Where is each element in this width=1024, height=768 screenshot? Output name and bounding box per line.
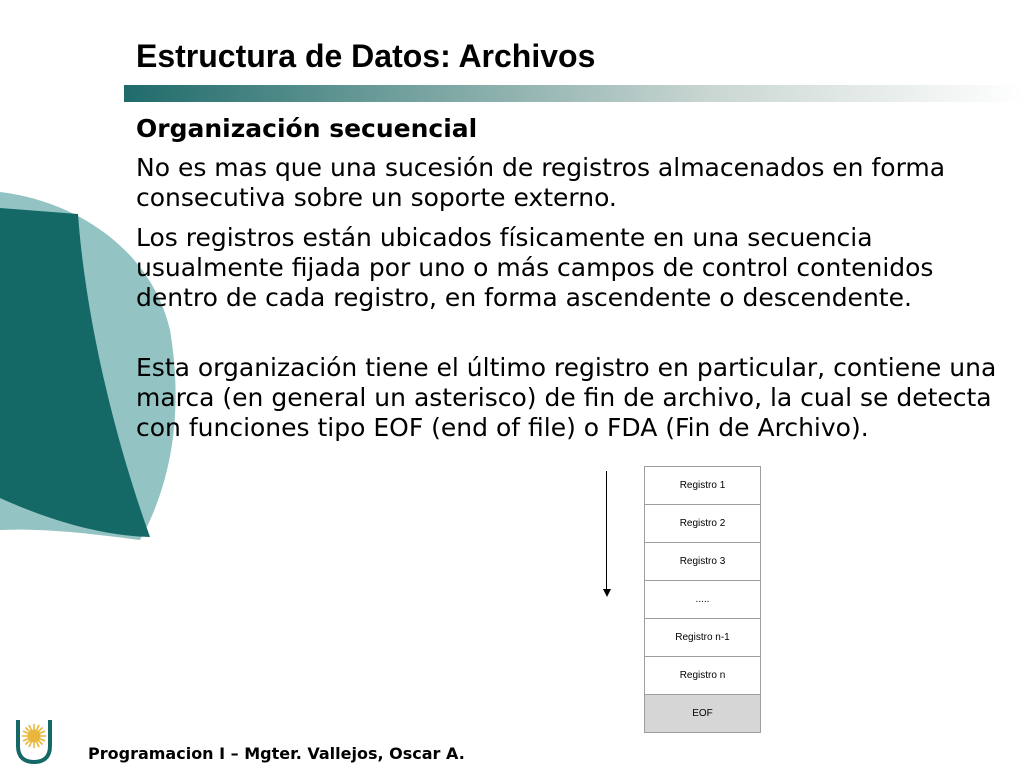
record-cell: Registro n xyxy=(645,656,760,694)
record-cell-ellipsis: ..... xyxy=(645,580,760,618)
eof-cell: EOF xyxy=(645,694,760,732)
record-cell: Registro 2 xyxy=(645,504,760,542)
paragraph-2: Los registros están ubicados físicamente en una secuencia usualmente fijada por uno o más campos de control contenidos dentro de cada registro, en forma ascendente o descendente. xyxy=(136,223,934,312)
section-heading: Organización secuencial xyxy=(136,114,478,143)
footer-text: Programacion I – Mgter. Vallejos, Oscar A. xyxy=(88,744,465,763)
slide-title: Estructura de Datos: Archivos xyxy=(136,38,596,74)
university-sun-logo-icon xyxy=(14,716,54,764)
paragraph-3: Esta organización tiene el último registro en particular, contiene una marca (en general un asterisco) de fin de archivo, la cual se detecta con funciones tipo EOF (end of file) o FDA (Fin de Archivo). xyxy=(136,353,997,442)
record-cell: Registro 3 xyxy=(645,542,760,580)
sequence-arrow-down-icon xyxy=(602,471,612,599)
title-gradient-bar xyxy=(124,85,1024,102)
record-sequence-diagram xyxy=(644,466,761,733)
paragraph-1: No es mas que una sucesión de registros almacenados en forma consecutiva sobre un soporte externo. xyxy=(136,153,946,212)
record-cell: Registro n-1 xyxy=(645,618,760,656)
record-cell: Registro 1 xyxy=(645,467,760,504)
